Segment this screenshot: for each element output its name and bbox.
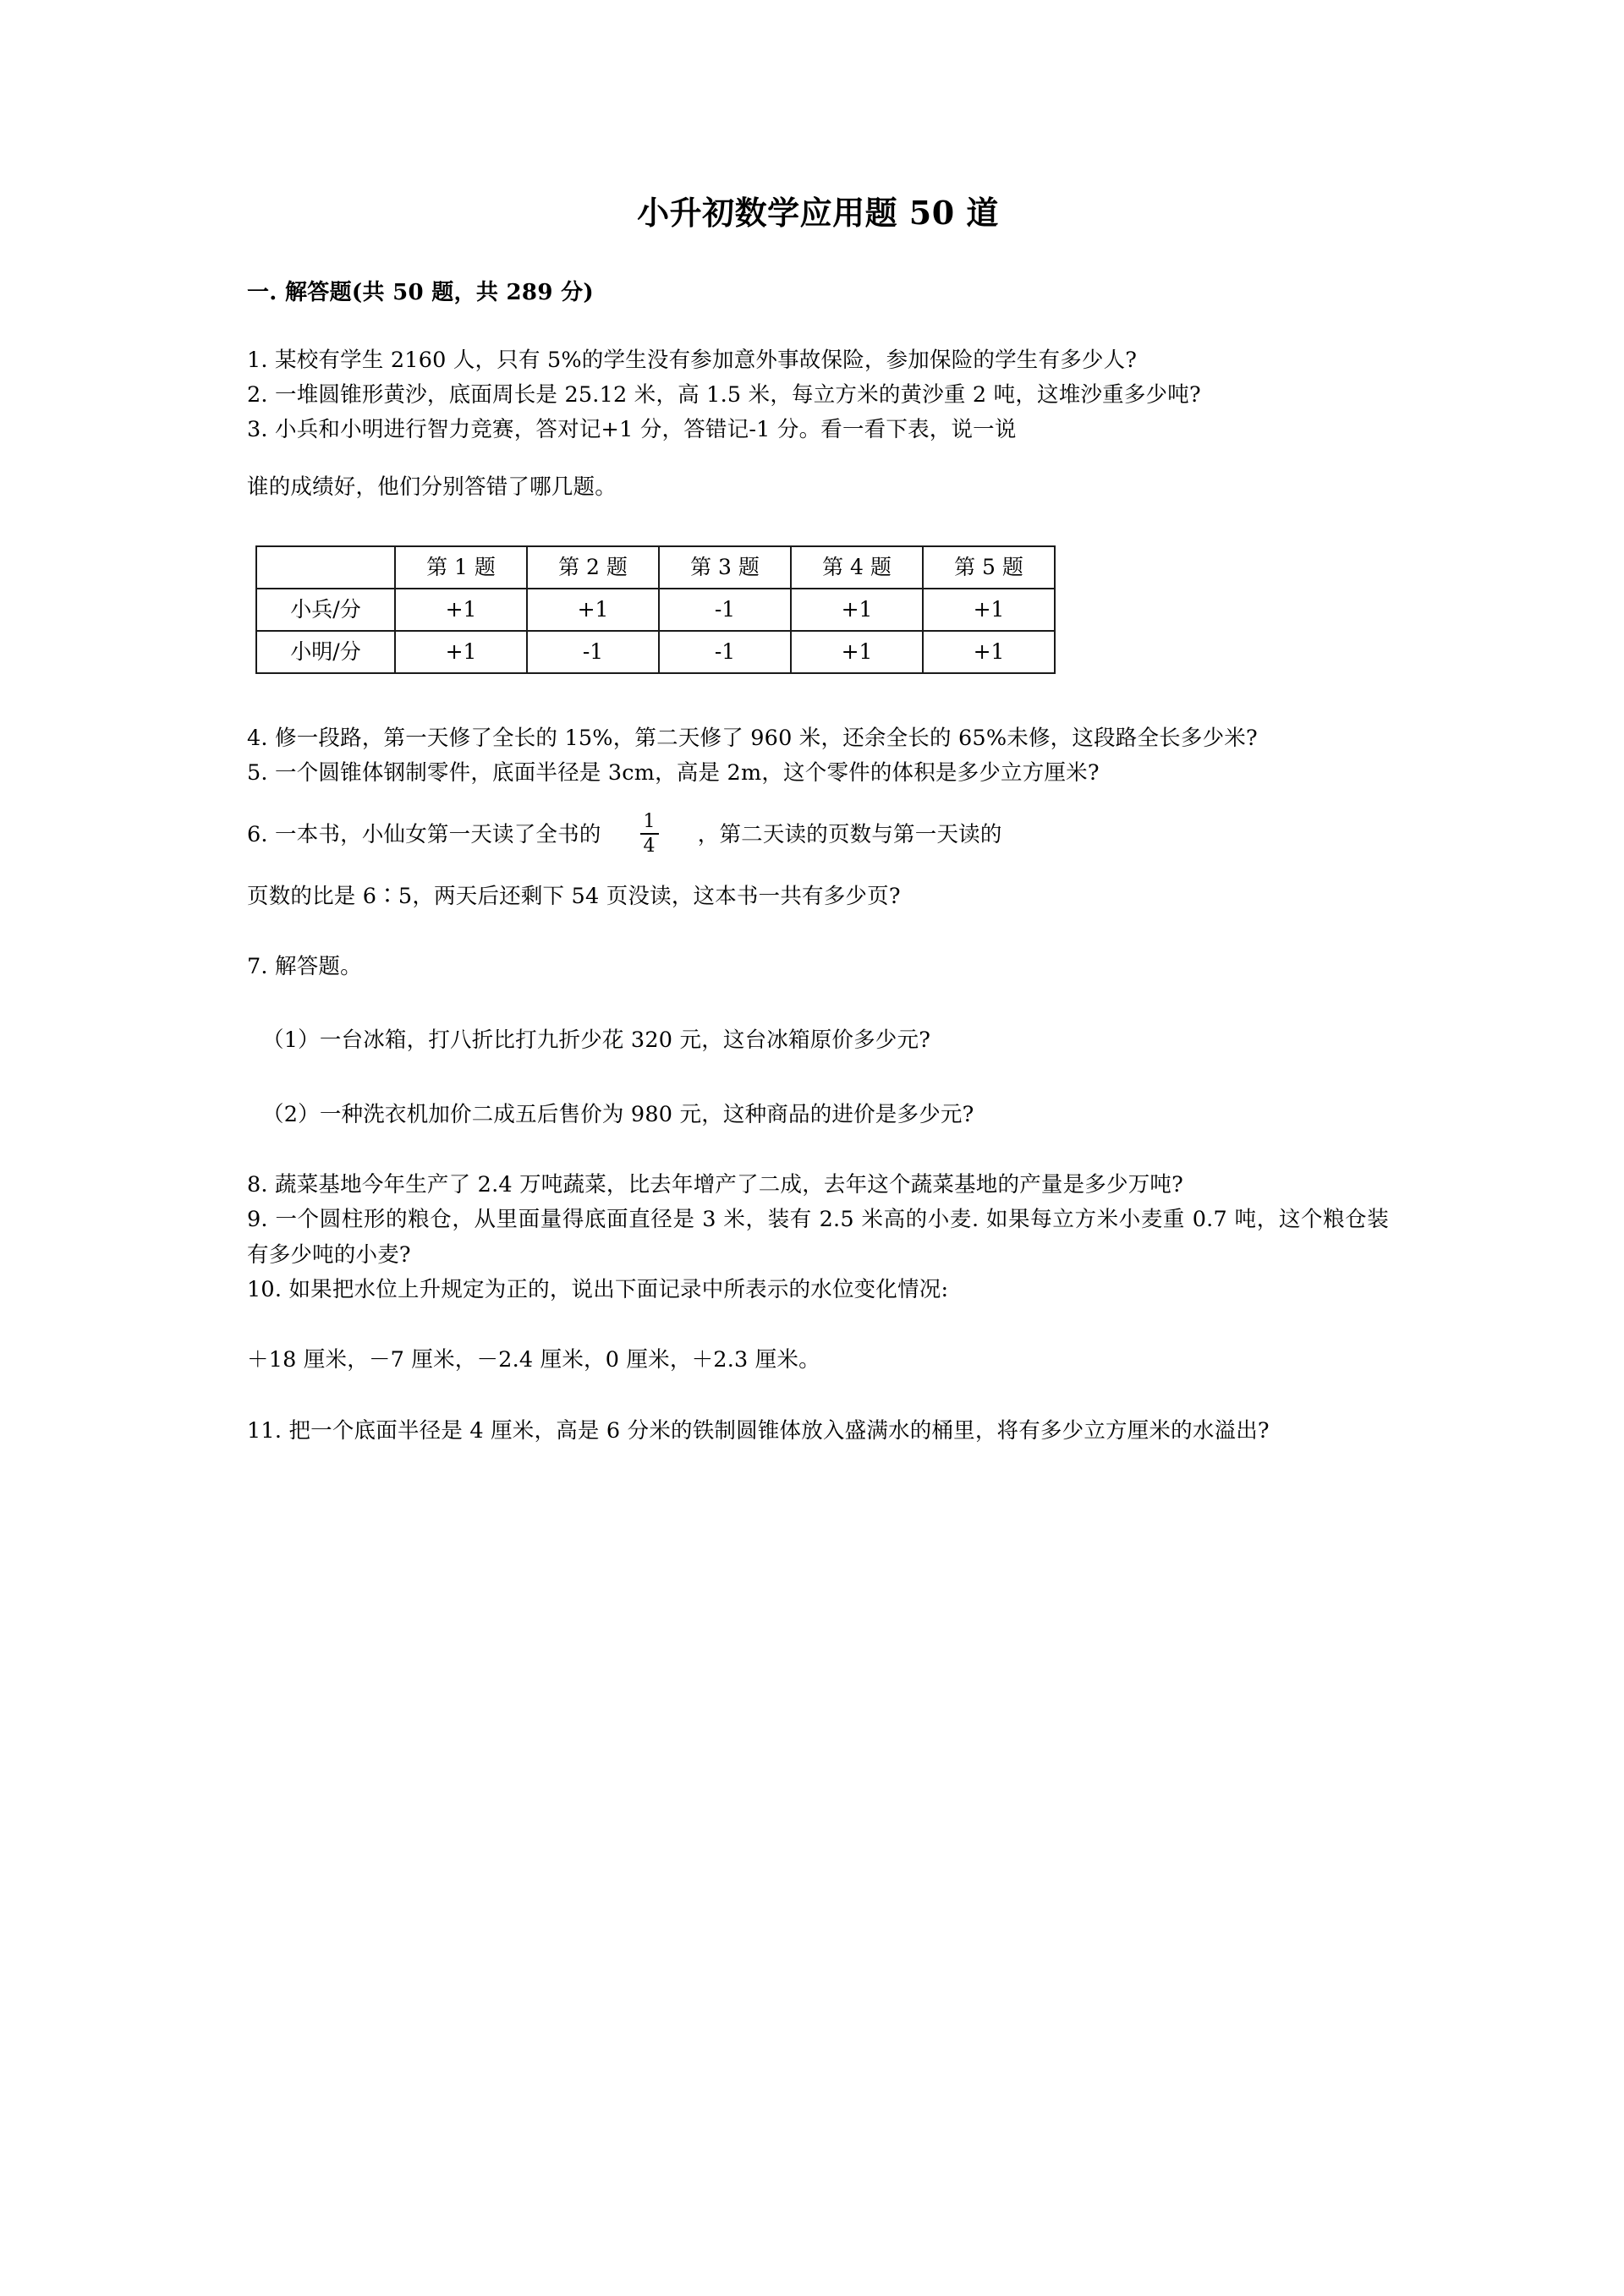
cell-xiaobing-q5: +1: [923, 589, 1055, 631]
question-4: 4. 修一段路，第一天修了全长的 15%，第二天修了 960 米，还余全长的 65%未修，这段路全长多少米?: [247, 726, 1258, 752]
question-3-part-2: 谁的成绩好，他们分别答错了哪几题。: [247, 474, 617, 500]
score-table-body: [256, 589, 1055, 673]
question-6-part-2: 页数的比是 6∶5，两天后还剩下 54 页没读，这本书一共有多少页?: [247, 883, 901, 909]
score-table-head: [256, 546, 1055, 589]
cell-xiaoming-q2: -1: [527, 631, 659, 673]
cell-xiaoming-q3: -1: [659, 631, 791, 673]
column-header-q5: 第 5 题: [923, 546, 1055, 589]
score-table-wrapper: [255, 545, 1389, 674]
cell-xiaobing-q2: +1: [527, 589, 659, 631]
cell-xiaoming-q4: +1: [791, 631, 923, 673]
fraction-numerator: 1: [643, 810, 656, 832]
cell-xiaoming-q1: +1: [395, 631, 527, 673]
question-10-part-1: 10. 如果把水位上升规定为正的，说出下面记录中所表示的水位变化情况:: [247, 1276, 949, 1302]
question-1: 1. 某校有学生 2160 人，只有 5%的学生没有参加意外事故保险，参加保险的学生有多少人?: [247, 347, 1138, 373]
question-6-text-after: ，第二天读的页数与第一天读的: [697, 821, 1002, 847]
fraction-one-quarter: [640, 812, 659, 856]
cell-xiaobing-q3: -1: [659, 589, 791, 631]
score-table: [255, 545, 1056, 674]
row-label-xiaoming: 小明/分: [256, 631, 395, 673]
column-header-q2: 第 2 题: [527, 546, 659, 589]
column-header-q4: 第 4 题: [791, 546, 923, 589]
section-heading: 一. 解答题(共 50 题，共 289 分): [247, 279, 594, 305]
cell-xiaobing-q4: +1: [791, 589, 923, 631]
table-row: [256, 589, 1055, 631]
page-title: 小升初数学应用题 50 道: [637, 194, 999, 232]
question-7-sub-1: （1）一台冰箱，打八折比打九折少花 320 元，这台冰箱原价多少元?: [262, 1027, 931, 1054]
question-7-stem: 7. 解答题。: [247, 954, 362, 980]
question-6-text-before: 6. 一本书，小仙女第一天读了全书的: [247, 821, 601, 847]
question-10-part-2: ＋18 厘米，－7 厘米，－2.4 厘米，0 厘米，＋2.3 厘米。: [247, 1347, 820, 1373]
fraction-denominator: 4: [643, 835, 656, 857]
column-header-q3: 第 3 题: [659, 546, 791, 589]
cell-xiaoming-q5: +1: [923, 631, 1055, 673]
cell-xiaobing-q1: +1: [395, 589, 527, 631]
question-8: 8. 蔬菜基地今年生产了 2.4 万吨蔬菜，比去年增产了二成，去年这个蔬菜基地的产量是多少万吨?: [247, 1172, 1183, 1198]
table-header-row: [256, 546, 1055, 589]
question-7-sub-2: （2）一种洗衣机加价二成五后售价为 980 元，这种商品的进价是多少元?: [262, 1101, 974, 1127]
question-9: 9. 一个圆柱形的粮仓，从里面量得底面直径是 3 米，装有 2.5 米高的小麦. 如果每立方米小麦重 0.7 吨，这个粮仓装有多少吨的小麦?: [247, 1207, 1389, 1268]
question-11: 11. 把一个底面半径是 4 厘米，高是 6 分米的铁制圆锥体放入盛满水的桶里，将有多少立方厘米的水溢出?: [247, 1417, 1270, 1444]
question-2: 2. 一堆圆锥形黄沙，底面周长是 25.12 米，高 1.5 米，每立方米的黄沙重 2 吨，这堆沙重多少吨?: [247, 382, 1201, 408]
question-5: 5. 一个圆锥体钢制零件，底面半径是 3cm，高是 2m，这个零件的体积是多少立方厘米?: [247, 760, 1100, 786]
question-3-part-1: 3. 小兵和小明进行智力竞赛，答对记+1 分，答错记-1 分。看一看下表，说一说: [247, 417, 1017, 443]
column-header-q1: 第 1 题: [395, 546, 527, 589]
question-6-part-1: [247, 810, 1389, 858]
table-row: [256, 631, 1055, 673]
table-corner-cell: [256, 546, 395, 589]
fraction-bar: [640, 833, 659, 835]
page-content: [247, 0, 1389, 1449]
row-label-xiaobing: 小兵/分: [256, 589, 395, 631]
